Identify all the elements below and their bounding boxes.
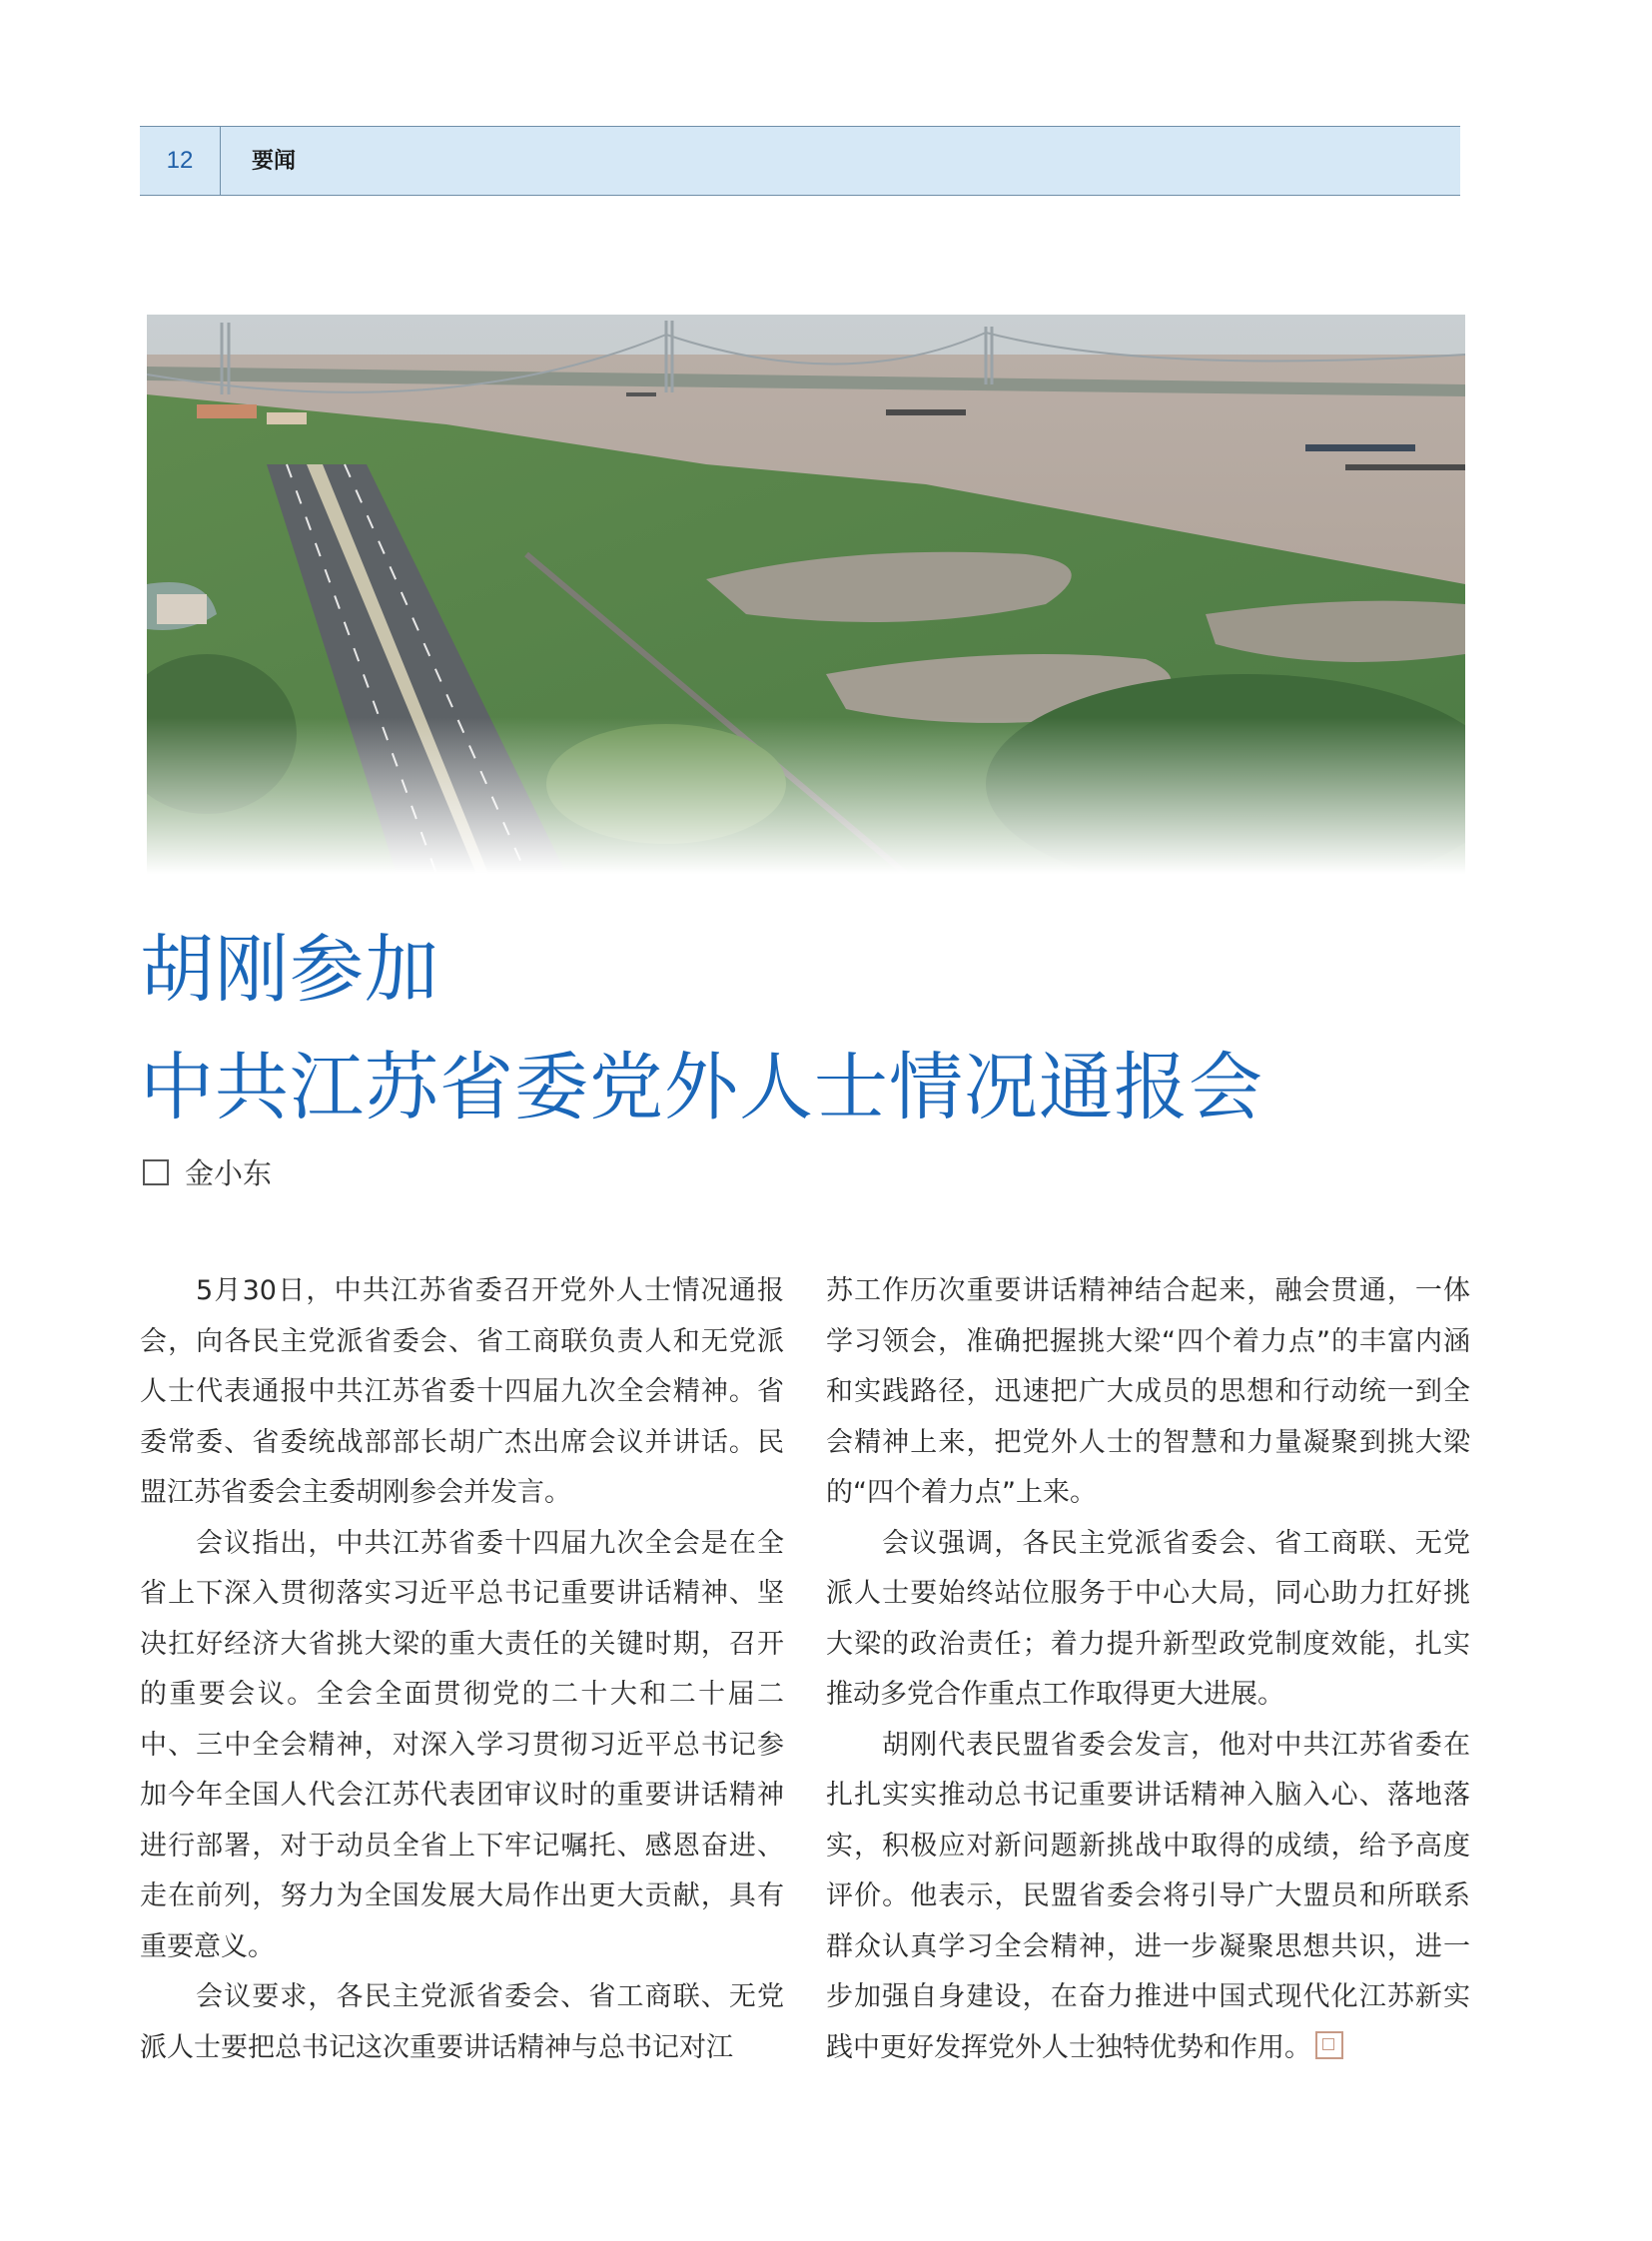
paragraph: 会议要求，各民主党派省委会、省工商联、无党派人士要把总书记这次重要讲话精神与总书记对江 bbox=[140, 1981, 784, 2063]
paragraph-continuation: 苏工作历次重要讲话精神结合起来，融会贯通，一体学习领会，准确把握挑大梁“四个着力点”的丰富内涵和实践路径，迅速把广大成员的思想和行动统一到全会精神上来，把党外人士的智慧和力量凝聚到挑大梁的“四个着力点”上来。 bbox=[826, 1275, 1470, 1508]
paragraph: 会议指出，中共江苏省委十四届九次全会是在全省上下深入贯彻落实习近平总书记重要讲话精神、坚决扛好经济大省挑大梁的重大责任的关键时期，召开的重要会议。全会全面贯彻党的二十大和二十届二中、三中全会精神，对深入学习贯彻习近平总书记参加今年全国人代会江苏代表团审议时的重要讲话精神进行部署，对于动员全省上下牢记嘱托、感恩奋进、走在前列，努力为全国发展大局作出更大贡献，具有重要意义。 bbox=[140, 1527, 784, 1962]
end-seal-icon bbox=[1315, 2031, 1343, 2059]
section-label: 要闻 bbox=[252, 148, 297, 174]
article-column-left bbox=[140, 1266, 784, 2073]
paragraph: 5月30日，中共江苏省委召开党外人士情况通报会，向各民主党派省委会、省工商联负责人和无党派人士代表通报中共江苏省委十四届九次全会精神。省委常委、省委统战部部长胡广杰出席会议并讲话。民盟江苏省委会主委胡刚参会并发言。 bbox=[140, 1275, 784, 1508]
title-line-1: 胡刚参加 bbox=[140, 927, 439, 1013]
article-title bbox=[140, 911, 1468, 1146]
paragraph-last bbox=[826, 1721, 1470, 2074]
article-column-right bbox=[826, 1266, 1470, 2073]
page-number: 12 bbox=[166, 147, 194, 174]
byline bbox=[143, 1153, 272, 1193]
page-header bbox=[140, 126, 1460, 196]
author-name: 金小东 bbox=[185, 1156, 273, 1190]
title-line-2: 中共江苏省委党外人士情况通报会 bbox=[140, 1045, 1263, 1130]
header-divider bbox=[220, 127, 221, 195]
paragraph-text: 胡刚代表民盟省委会发言，他对中共江苏省委在扎扎实实推动总书记重要讲话精神入脑入心、落地落实，积极应对新问题新挑战中取得的成绩，给予高度评价。他表示，民盟省委会将引导广大盟员和所联系群众认真学习全会精神，进一步凝聚思想共识，进一步加强自身建设，在奋力推进中国式现代化江苏新实践中更好发挥党外人士独特优势和作用。 bbox=[826, 1729, 1470, 2063]
byline-square-icon bbox=[143, 1159, 169, 1185]
paragraph: 会议强调，各民主党派省委会、省工商联、无党派人士要始终站位服务于中心大局，同心助力扛好挑大梁的政治责任；着力提升新型政党制度效能，扎实推动多党合作重点工作取得更大进展。 bbox=[826, 1527, 1470, 1710]
aerial-photo bbox=[147, 315, 1465, 874]
